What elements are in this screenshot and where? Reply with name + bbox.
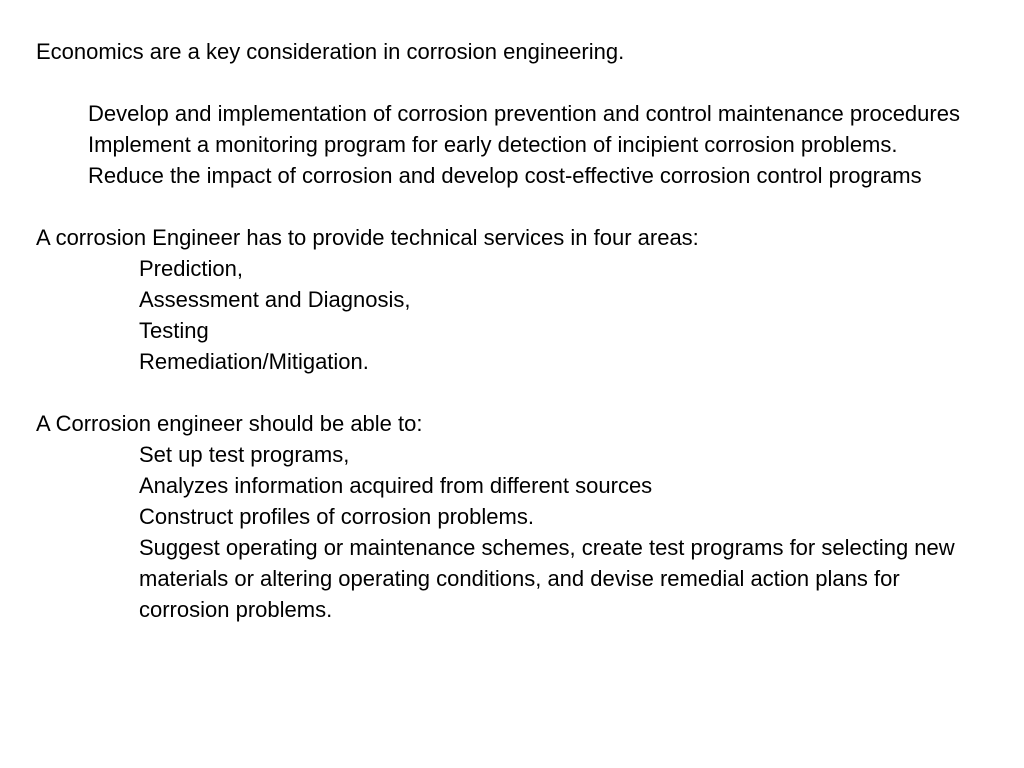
slide-content	[36, 36, 986, 625]
ability-item: Construct profiles of corrosion problems.	[139, 504, 534, 529]
economics-point: Implement a monitoring program for early detection of incipient corrosion problems.	[88, 132, 898, 157]
economics-point: Develop and implementation of corrosion prevention and control maintenance procedures	[88, 101, 960, 126]
economics-list	[36, 98, 986, 191]
spacer	[36, 67, 986, 98]
service-item: Assessment and Diagnosis,	[139, 287, 411, 312]
economics-point: Reduce the impact of corrosion and develop cost-effective corrosion control programs	[88, 163, 922, 188]
abilities-list	[36, 439, 986, 625]
spacer	[36, 377, 986, 408]
abilities-heading: A Corrosion engineer should be able to:	[36, 411, 423, 436]
service-item: Prediction,	[139, 256, 243, 281]
ability-item: Set up test programs,	[139, 442, 350, 467]
intro-text: Economics are a key consideration in corrosion engineering.	[36, 39, 625, 64]
ability-item: Suggest operating or maintenance schemes, create test programs for selecting new materials or altering operating conditions, and devise remedial action plans for corrosion problems.	[139, 535, 955, 622]
ability-item: Analyzes information acquired from different sources	[139, 473, 653, 498]
spacer	[36, 191, 986, 222]
service-item: Remediation/Mitigation.	[139, 349, 369, 374]
services-list	[36, 253, 986, 377]
service-item: Testing	[139, 318, 209, 343]
services-heading: A corrosion Engineer has to provide technical services in four areas:	[36, 225, 699, 250]
